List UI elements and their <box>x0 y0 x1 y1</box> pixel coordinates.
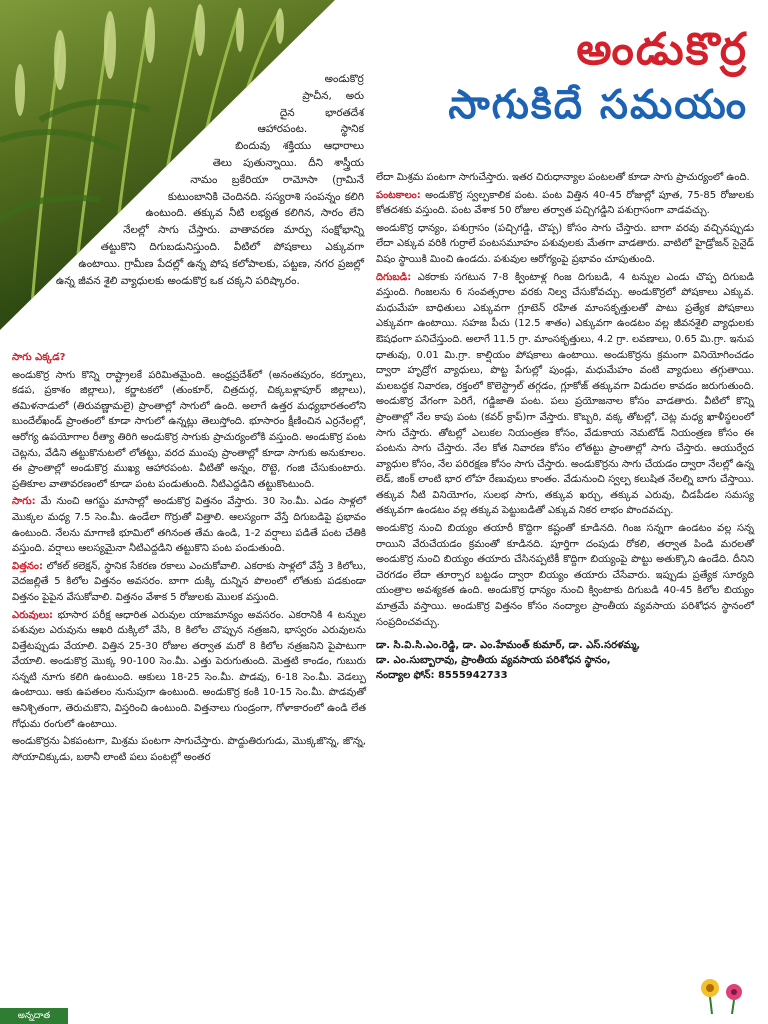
section-text: అండుకొర్ర నుంచి బియ్యం తయారీ కొద్దిగా కష్టంతో కూడినది. గింజ సన్నగా ఉండటం వల్ల సన్న రాయిని వేరుచేయడం క్రమంతో కూడినది. పూర్తిగా దంపుడు రోకలి, తర్వాత పిండి మరలతో అండుకొర్ర నుంచి బియ్యం తయారు చేసినప్పటికీ కొద్దిగా బియ్యంపై పొట్టు అతుక్కొని ఉండేది. దీనిని చెరగడం లేదా తూర్పార బట్టడం ద్వారా బియ్యం తయారు చేసేవారు. ఇప్పుడు ప్రత్యేక సూర్యది యంత్రాల అవశ్యకత ఉంది. అండుకొర్ర ధాన్యం నుంచి క్వింటాకు దిగుబడి 40-45 కిలోల బియ్యం మాత్రమే వస్తాయి. అండుకొర్ర విత్తనం కోసం నంద్యాల ప్రాంతీయ వ్యవసాయ పరిశోధన స్థానంలో సంప్రదించవచ్చు. <box>376 523 754 628</box>
section-heading: సాగు ఎక్కడ? <box>12 352 66 363</box>
author-credits <box>376 638 754 683</box>
flowers-icon <box>694 970 750 1018</box>
section-heading: ఎరువులు: <box>12 609 54 621</box>
section-text: లోకల్ కలెక్షన్, స్థానిక సేకరణ రకాలు ఎంచుకోవాలి. ఎకరాకు సాళ్లలో వేస్తే 3 కిలోలు, వెదజల్లితే 5 కిలోల విత్తనం అవసరం. బాగా దుక్కి దున్నిన పొలంలో లోతుకు పడకుండా విత్తనం పైపైన వేసుకోవాలి. విత్తనం వేశాక 5 రోజులకు మొలక వస్తుంది. <box>12 560 366 603</box>
section-paragraph <box>12 350 366 366</box>
section-paragraph <box>12 494 366 556</box>
section-text: లేదా మిశ్రమ పంటగా సాగుచేస్తారు. ఇతర చిరుధాన్యాల పంటలతో కూడా సాగు ప్రాచుర్యంలో ఉంది. <box>376 172 750 183</box>
section-paragraph <box>12 608 366 733</box>
author-line: డా. సి.వి.సి.ఎం.రెడ్డి, డా. ఎం.హేమంత్ కుమార్, డా. ఎస్.సరళమ్మ, <box>376 640 641 652</box>
section-text: అండుకొర్రను ఏకపంటగా, మిశ్రమ పంటగా సాగుచేస్తారు. పొద్దుతిరుగుడు, మొక్కజొన్న, జొన్న, సోయాచిక్కుడు, బఠానీ లాంటి పలు పంటల్లో అంతర <box>12 736 366 763</box>
section-text: మే నుంచి ఆగస్టు మాసాల్లో అండుకొర్ర విత్తనం వేస్తారు. 30 సెం.మీ. ఎడం సాళ్లలో మొక్కల మధ్య 7.5 సెం.మీ. ఉండేలా గొర్రుతో విత్తాలి. ఆలస్యంగా వేస్తే దిగుబడిపై ప్రభావం ఉంటుంది. నేలను మాగాణి భూమిలో తగినంత తేమ ఉండి, 1-2 వర్షాలు పడితే పంట చేతికి వస్తుంది. వర్షాలు ఆలస్యమైనా నీటిఎద్దడిని తట్టుకొని పంట పండుతుంది. <box>12 496 366 555</box>
author-line: డా. ఎం.సుబ్బారావు, ప్రాంతీయ వ్యవసాయ పరిశోధన స్థానం, <box>376 655 611 667</box>
section-text: భూసార పరీక్ష ఆధారిత ఎరువుల యాజమాన్యం అవసరం. ఎకరానికి 4 టన్నుల పశువుల ఎరువును ఆఖరి దుక్కిలో వేసి, 8 కిలోల చొప్పున నత్రజని, భాస్వరం ఎరువులను విత్తేటప్పుడు వేయాలి. విత్తిన 25-30 రోజుల తర్వాత మరో 8 కిలోల నత్రజనిని పైపాటుగా వేయాలి. అండుకొర్ర మొక్క 90-100 సెం.మీ. ఎత్తు పెరుగుతుంది. మెత్తటి కాండం, గుబురు సన్నటి నూగు కలిగి ఉంటుంది. ఆకులు 18-25 సెం.మీ. పొడవు, 6-18 సెం.మీ. వెడల్పు ఉంటాయి. ఆకు ఉపతలం నునుపుగా ఉంటుంది. అండుకొర్ర కంకి 10-15 సెం.మీ. పొడవుతో ఆనిశ్చితంగా, తెరుచుకొని, విస్తరించి ఉంటుంది. విత్తనాలు గుండ్రంగా, గోళాకారంలో ఉండి లేత గోధుమ రంగులో ఉంటాయి. <box>12 609 366 730</box>
section-paragraph <box>376 270 754 520</box>
section-heading: విత్తనం: <box>12 560 43 572</box>
author-phone: నంద్యాల ఫోన్: 8555942733 <box>376 670 508 682</box>
section-paragraph <box>376 170 754 186</box>
section-paragraph <box>376 188 754 219</box>
section-paragraph <box>12 734 366 765</box>
headline-line-1: అండుకొర్ర <box>576 24 748 75</box>
section-tag: అన్నదాత <box>0 1008 68 1024</box>
section-text: అండుకొర్ర ధాన్యం, పశుగ్రాసం (పచ్చిగడ్డి, చొప్ప) కోసం సాగు చేస్తారు. బాగా వరవు వచ్చినప్పుడు లేదా ఎక్కువ వరికి గుర్రాలే పంటసమూహం పశువులకు మేతగా వాడతారు. వాటిలో హైడ్రోజన్ సైనైడ్ విషం స్థాయికి మించి ఉండదు. పశువుల ఆరోగ్యంపై ప్రభావం చూపుతుంది. <box>376 222 754 265</box>
intro-paragraph <box>14 64 364 346</box>
section-heading: దిగుబడి: <box>376 271 412 283</box>
section-text: అండుకొర్ర సాగు కొన్ని రాష్ట్రాలకే పరిమితమైంది. ఆంధ్రప్రదేశ్‌లో (అనంతపురం, కర్నూలు, కడప, ప్రకాశం జిల్లాలు), కర్ణాటకలో (తుంకూర్, చిత్రదుర్గ, చిక్కబళ్లాపూర్ జిల్లాలు), తమిళనాడులో (తిరువణ్ణామలై) ప్రాంతాల్లో సాగులో ఉంది. అలాగే ఉత్తర మధ్యభారతంలోని బుందేల్‌ఖండ్ ప్రాంతంలో కూడా సాగులో ఉన్నట్లు తెలుస్తోంది. భూసారం క్షీణించిన ఎర్రనేలల్లో, ఆరోగ్య ఉపయోగాల రీత్యా తిరిగి అండుకొర్ర సాగుకు ప్రాచుర్యంలోకి వస్తుంది. అండుకొర్ర పంట చెట్లను, వేడిని తట్టుకొనుటలో లోతట్టు, వరద ముంపు ప్రాంతాల్లో కూడా సాగుకు అనుకూలం. ఈ ప్రాంతాల్లో అండుకొర్ర ముఖ్య ఆహారపంట. వీటితో అన్నం, రొట్టె, గంజి చేసుకుంటారు. ప్రతికూల వాతావరణంలో కూడా పంట పండుతుంది. నీటిఎద్దడిని తట్టుకొంటుంది. <box>12 369 366 490</box>
headline-line-2: సాగుకిదే సమయం <box>448 82 748 128</box>
section-paragraph <box>376 221 754 268</box>
section-heading: పంటకాలం: <box>376 189 421 201</box>
section-paragraph <box>12 559 366 606</box>
section-text: ఎకరాకు సగటున 7-8 క్వింటాళ్ల గింజ దిగుబడి, 4 టన్నుల ఎండు చొప్ప దిగుబడి వస్తుంది. గింజలను 6 సంవత్సరాల వరకు నిల్వ చేసుకోవచ్చు. అండుకొర్రలో పోషకాలు ఎక్కువ. మధుమేహ బాధితులు ఎక్కువగా గ్లూటెన్ రహిత మాంసకృత్తులతో పాటు ప్రత్యేక పోషకాలు ఎక్కువగా ఉంటాయి. సహజ పీచు (12.5 శాతం) ఎక్కువగా ఉండటం వల్ల జీవనశైలి వ్యాధులకు ఔషధంగా పనిచేస్తుంది. అలాగే 11.5 గ్రా. మాంసకృత్తులు, 4.2 గ్రా. లవణాలు, 0.65 మి.గ్రా. ఇనుప ధాతువు, 0.01 మి.గ్రా. కాల్షియం పోషకాలు ఉంటాయి. అండుకొర్రను క్రమంగా వినియోగించడం ద్వారా హృద్రోగ వ్యాధులు, పొట్ట పేగుల్లో పుండ్లు, మధుమేహం వంటి వ్యాధులు తగ్గుతాయి. మలబద్ధక నివారణ, రక్తంలో కొలెస్ట్రాల్ తగ్గడం, గ్లూకోజ్ తక్కువగా విడుదల కావడం జరుగుతుంది. అండుకొర్ర వేగంగా పెరిగే, గడ్డిజాతి పంట. పలు ప్రయోజనాల కోసం వాడతారు. వీటిలో కొన్ని ప్రాంతాల్లో నేల కాపు పంట (కవర్ క్రాప్)గా వేస్తారు. కొబ్బరి, వక్క తోటల్లో, చెట్ల మధ్య ఖాళీస్థలంలో సాగు చేస్తారు. తోటల్లో ఎలుకల నియంత్రణ కోసం, వేడుకాయ నెమటోడ్ నియంత్రణ కోసం ఈ పంటను సాగు చేస్తారు. నేల కోత నివారణ కోసం లోతట్టు ప్రాంతాల్లో సాగు చేస్తారు. ఆయుర్వేద వ్యాధుల కోసం, నేల పరిరక్షణ కోసం సాగు చేస్తారు. అండుకొర్రను సాగు చేయడం ద్వారా నేలల్లో ఉన్న లెడ్, జింక్ లాంటి భార లోహ రేణువులు కాంతం. వేడునుంచి స్వల్ప కలుషిత నేలల్ని బాగు చేస్తాయి. తక్కువ నీటి వినియోగం, సులభ సాగు, తక్కువ ఖర్చు, తక్కువ ఎరువు, చీడపీడల సమస్య తక్కువగా ఉండటం వల్ల తక్కువ పెట్టుబడితో ఎక్కువ నికర లాభం పొందవచ్చు. <box>376 271 754 517</box>
right-column <box>376 170 754 683</box>
section-text: అండుకొర్ర స్వల్పకాలిక పంట. పంట విత్తిన 40-45 రోజుల్లో పూత, 75-85 రోజులకు కోతదశకు వస్తుంది. పంట వేశాక 50 రోజుల తర్వాత పచ్చిగడ్డిని పశుగ్రాసంగా వాడవచ్చు. <box>376 189 754 217</box>
intro-text: అండుకొర్ర ప్రాచీన, అరు దైన భారతదేశ ఆహారపంట. స్థానిక బిందువు శక్తియు ఆధారాలు తెలు పుతున్నాయి. దీని శాస్త్రీయ నామం బ్రకేరియా రామోసా (గ్రామినే కుటుంబానికి చెందినది. సస్యరాశి సంపన్నం కలిగి ఉంటుంది. తక్కువ నీటి లభ్యత కలిగిన, సారం లేని నేలల్లో సాగు చేస్తారు. వాతావరణ మార్పు సంక్షోభాన్ని తట్టుకొని దిగుబడునిస్తుంది. వీటిలో పోషకాలు ఎక్కువగా ఉంటాయి. గ్రామీణ పేదల్లో ఉన్న పోష కలోపాలకు, పట్టణ, నగర ప్రజల్లో ఉన్న జీవన శైలి వ్యాధులకు అండుకొర్ర ఒక చక్కని పరిష్కారం. <box>55 73 364 287</box>
headline <box>448 22 748 132</box>
section-heading: సాగు: <box>12 496 36 508</box>
section-paragraph <box>12 368 366 493</box>
section-paragraph <box>376 521 754 630</box>
left-column <box>12 350 366 767</box>
